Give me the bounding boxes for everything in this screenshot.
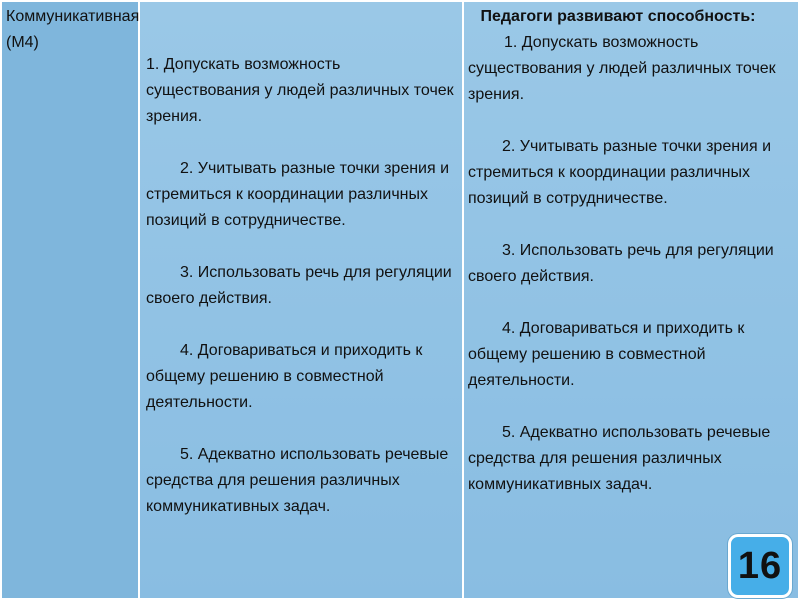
page-number-badge bbox=[728, 534, 792, 598]
teacher-item-4: 4. Договариваться и приходить к общему решению в совместной деятельности. bbox=[468, 320, 745, 389]
row-label-cell bbox=[1, 1, 139, 599]
teacher-column-cell bbox=[463, 1, 799, 599]
teacher-item-2: 2. Учитывать разные точки зрения и стремиться к координации различных позиций в сотрудничестве. bbox=[468, 138, 772, 207]
page-number: 16 bbox=[737, 544, 783, 587]
learner-item-4: 4. Договариваться и приходить к общему решению в совместной деятельности. bbox=[146, 342, 423, 411]
learner-item-1: 1. Допускать возможность существования у людей различных точек зрения. bbox=[146, 56, 454, 125]
teacher-item-5: 5. Адекватно использовать речевые средства для решения различных коммуникативных задач. bbox=[468, 424, 771, 493]
learner-item-2: 2. Учитывать разные точки зрения и стремиться к координации различных позиций в сотрудничестве. bbox=[146, 160, 450, 229]
row-label: Коммуникативная (М4) bbox=[6, 8, 140, 51]
learner-item-3: 3. Использовать речь для регуляции своего действия. bbox=[146, 264, 452, 307]
table-row bbox=[1, 1, 799, 599]
teacher-column-heading: Педагоги развивают способность: bbox=[480, 8, 756, 25]
teacher-item-1: 1. Допускать возможность существования у людей различных точек зрения. bbox=[468, 34, 776, 103]
learner-item-5: 5. Адекватно использовать речевые средства для решения различных коммуникативных задач. bbox=[146, 446, 449, 515]
teacher-item-list bbox=[464, 2, 798, 498]
teacher-item-3: 3. Использовать речь для регуляции своего действия. bbox=[468, 242, 774, 285]
learner-item-list bbox=[140, 2, 462, 520]
learner-column-cell bbox=[139, 1, 463, 599]
